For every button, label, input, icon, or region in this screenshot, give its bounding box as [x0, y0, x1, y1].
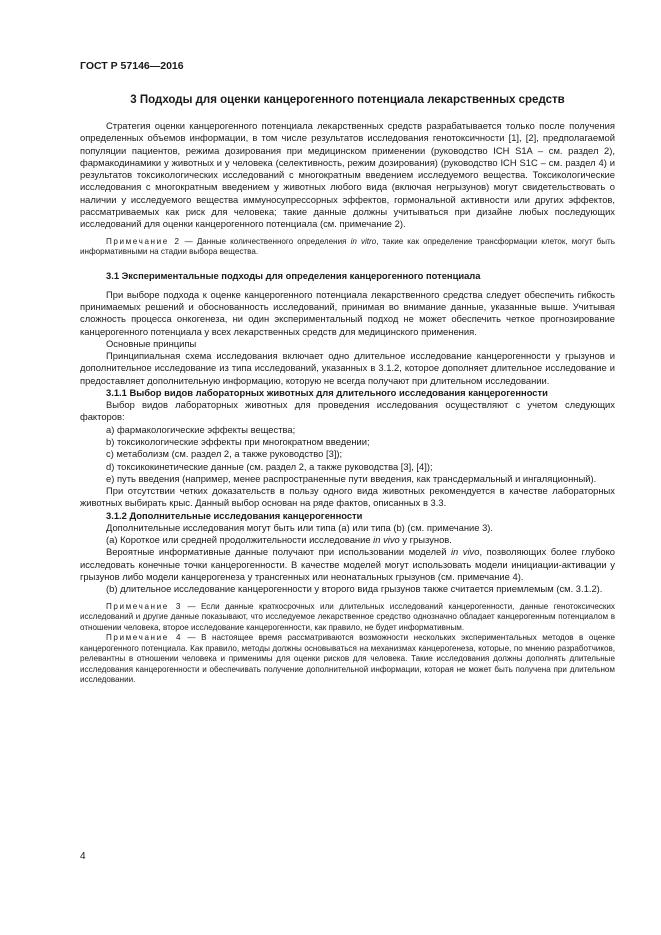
para-2-italic: in vivo [373, 534, 400, 546]
page-number: 4 [80, 851, 86, 862]
note-2-text-b: , такие как определение трансформации клеток, могут быть информативными на стадии выбора вещества. [80, 236, 615, 257]
para-3-text-a: Вероятные информативные данные получают при использовании моделей [106, 546, 451, 558]
section-3-1-1-closing: При отсутствии четких доказательств в пользу одного вида животных рекомендуется в качестве лабораторных животных выбирать крыс. Данный выбор основан на ряде фактов, описанных в 3.3. [80, 485, 615, 509]
section-3-title: 3 Подходы для оценки канцерогенного потенциала лекарственных средств [130, 94, 565, 106]
note-2-text-a: — Данные количественного определения [180, 236, 351, 246]
principles-label: Основные принципы [106, 337, 197, 349]
document-code-header: ГОСТ Р 57146—2016 [80, 60, 184, 72]
factor-item-c: c) метаболизм (см. раздел 2, а также руководство [3]); [106, 448, 343, 460]
section-3-1-2-paragraph-3 [80, 546, 615, 583]
factor-item-d: d) токсикокинетические данные (см. раздел 2, а также руководства [3], [4]); [106, 460, 433, 472]
note-3-text: — Если данные краткосрочных или длительных исследований канцерогенности, данные генотоксических исследований и другие данные показывают, что исследуемое лекарственное средство однозначно обладает канцерогенным потенциалом в отношении человека, второе исследование канцерогенности, как правило, не будет информативным. [80, 601, 615, 632]
note-4-text: — В настоящее время рассматриваются возможности нескольких экспериментальных методов в оценке канцерогенного потенциала. Как правило, методы должны основываться на механизмах канцерогенеза, которые, по мнению разработчиков, релевантны в отношении человека и применимы для оценки рисков для человека. Такие исследования должны дополнять длительные исследования канцерогенности и обеспечивать получение дополнительной информации, которая не может быть получена при длительном исследовании. [80, 633, 615, 684]
factor-item-b: b) токсикологические эффекты при многократном введении; [106, 435, 370, 447]
note-2-label: Примечание 2 [106, 236, 181, 246]
section-3-1-2-paragraph-2 [80, 534, 615, 546]
section-3-1-1-intro: Выбор видов лабораторных животных для проведения исследования осуществляют с учетом следующих факторов: [80, 399, 615, 423]
section-3-1-2-title: 3.1.2 Дополнительные исследования канцерогенности [106, 509, 363, 521]
note-2-italic: in vitro [350, 236, 377, 246]
section-3-1-title: 3.1 Экспериментальные подходы для определения канцерогенного потенциала [106, 269, 481, 281]
note-4-label: Примечание 4 [106, 633, 183, 642]
section-3-1-paragraph-1: При выборе подхода к оценке канцерогенного потенциала лекарственного средства следует обеспечить гибкость принимаемых решений и обоснованность исследований, принимая во внимание данные, указанные выше. Учитывая сложность процесса онкогенеза, ни один экспериментальный подход не может обеспечить четкое прогнозирование канцерогенного потенциала у всех лекарственных средств для медицинского применения. [80, 288, 615, 337]
note-4 [80, 633, 615, 686]
page-content [80, 93, 615, 686]
section-3-paragraph: Стратегия оценки канцерогенного потенциала лекарственных средств разрабатывается только после получения определенных объемов информации, в том числе результатов исследования генотоксичности [1], [2], предполагаемой популяции пациентов, режима дозирования при медицинском применении (руководство ICH S1A – см. раздел 2), фармакодинамики у животных и у человека (селективность, режим дозирования) (руководство ICH S1C – см. раздел 4) и результатов токсикологических исследований с многократным введением исследуемого вещества. Токсикологические исследования с многократным введением у животных любого вида (включая негрызунов) могут свидетельствовать о наличии у исследуемого вещества иммуносупрессорных эффектов, гормональной активности или других эффектов, рассматриваемых как риск для человека; такие данные должны учитываться при дизайне любых последующих исследований для оценки канцерогенного потенциала (см. примечание 2). [80, 120, 615, 230]
section-3-1-paragraph-2: Принципиальная схема исследования включает одно длительное исследование канцерогенности у грызунов и дополнительное исследование из типа исследований, указанных в 3.1.2, которое дополняет длительное исследование и предоставляет дополнительную информацию, которую не всегда получают при длительном исследовании. [80, 350, 615, 386]
section-3-1-1-title: 3.1.1 Выбор видов лабораторных животных для длительного исследования канцерогенности [106, 387, 548, 399]
note-2 [80, 237, 615, 258]
para-2-text-a: (а) Короткое или средней продолжительности исследование [106, 534, 374, 546]
para-2-text-b: у грызунов. [399, 534, 452, 546]
factor-item-e: e) путь введения (например, менее распространенные пути введения, как трансдермальный и ингаляционный). [106, 472, 597, 484]
note-3-label: Примечание 3 [106, 601, 182, 611]
section-3-1-2-paragraph-4: (b) длительное исследование канцерогенности у второго вида грызунов также считается приемлемым (см. 3.1.2). [106, 583, 603, 595]
factor-item-a: a) фармакологические эффекты вещества; [106, 423, 296, 435]
section-3-1-2-paragraph-1: Дополнительные исследования могут быть или типа (а) или типа (b) (см. примечание 3). [106, 521, 494, 533]
para-3-text-b: , позволяющих более глубоко исследовать конечные точки канцерогенности. В качестве моделей могут использовать модели инициации-активации у грызунов либо модели канцерогенеза у трансгенных или неонатальных грызунов (см. примечание 4). [80, 546, 615, 582]
para-3-italic: in vivo [450, 546, 480, 558]
note-3 [80, 602, 615, 634]
